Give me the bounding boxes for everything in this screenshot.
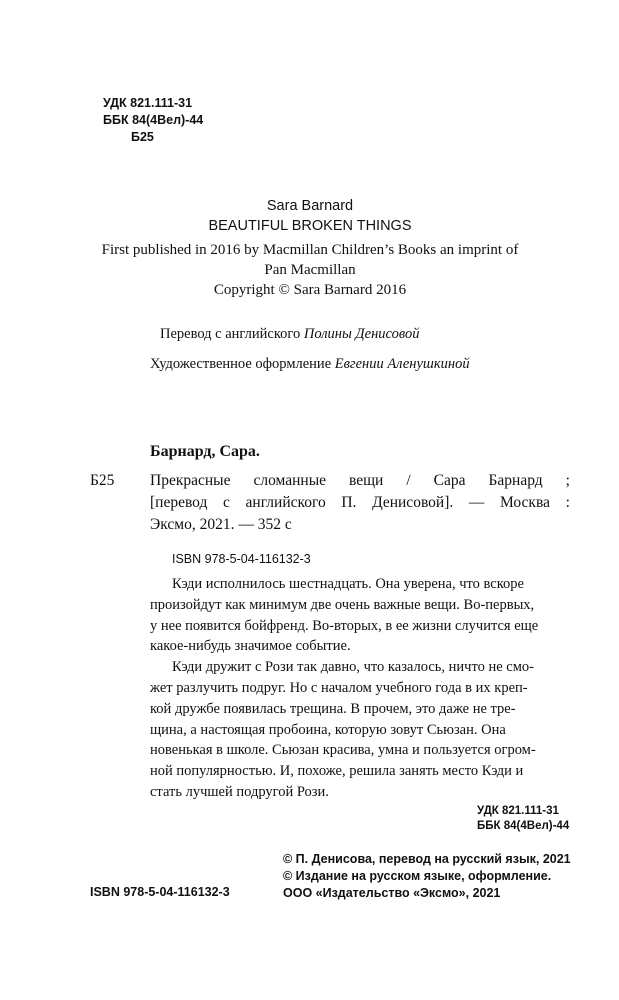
bib-line-3: Эксмо, 2021. — 352 с (150, 516, 292, 533)
original-title: BEAUTIFUL BROKEN THINGS (208, 218, 412, 234)
bbk-code: ББК 84(4Вел)-44 (103, 113, 204, 127)
copyright-block (283, 851, 571, 902)
annotation-paragraph-1: Кэди исполнилось шестнадцать. Она уверена, что вскоре произойдут как минимум две очень важные вещи. Во-первых, у нее появится бойфренд. Во-вторых, в ее жизни случится еще какое-нибудь значимое событие. (150, 576, 539, 655)
copyright-notice: Copyright © Sara Barnard 2016 (213, 282, 407, 298)
original-edition-block (100, 196, 520, 236)
annotation-paragraph-2: Кэди дружит с Рози так давно, что казалось, ничто не смо- жет разлучить подруг. Но с началом учебного года в их креп- кой дружбе появилась трещина. В прочем, это даже не тре- щина, а настоящая пробоина, которую зовут Сьюзан. Она новенькая в школе. Сьюзан красива, умна и пользуется огром- ной популярностью. И, похоже, решила занять место Кэди и стать лучшей подругой Рози. (150, 659, 536, 800)
footer-isbn: ISBN 978-5-04-116132-3 (90, 885, 230, 899)
publication-line-1: First published in 2016 by Macmillan Children’s Books an imprint of (101, 242, 519, 258)
udk-code: УДК 821.111-31 (103, 96, 193, 110)
author-mark: Б25 (131, 130, 154, 144)
footer-classification (477, 804, 569, 834)
translation-credit (160, 324, 419, 344)
bibliographic-author: Барнард, Сара. (150, 443, 260, 460)
bibliographic-description (150, 470, 570, 536)
translation-label: Перевод с английского (160, 326, 304, 342)
design-credit (150, 354, 470, 374)
copyright-line-1: © П. Денисова, перевод на русский язык, 2021 (283, 852, 571, 866)
bib-line-1: Прекрасные сломанные вещи / Сара Барнард ; (150, 472, 570, 489)
isbn-entry: ISBN 978-5-04-116132-3 (172, 552, 311, 566)
copyright-line-2: © Издание на русском языке, оформление. (283, 869, 552, 883)
footer-bbk: ББК 84(4Вел)-44 (477, 820, 570, 832)
annotation (150, 574, 570, 803)
design-label: Художественное оформление (150, 356, 335, 372)
publication-info (100, 240, 520, 300)
footer-udk: УДК 821.111-31 (477, 805, 559, 817)
designer-name: Евгении Аленушкиной (334, 356, 470, 372)
copyright-line-3: ООО «Издательство «Эксмо», 2021 (283, 886, 501, 900)
publication-line-2: Pan Macmillan (264, 262, 356, 278)
original-author: Sara Barnard (266, 198, 354, 214)
classification-block (103, 95, 203, 146)
bib-line-2: [перевод с английского П. Денисовой]. — Москва : (150, 494, 570, 511)
translator-name: Полины Денисовой (303, 326, 420, 342)
bibliographic-mark: Б25 (90, 472, 115, 489)
